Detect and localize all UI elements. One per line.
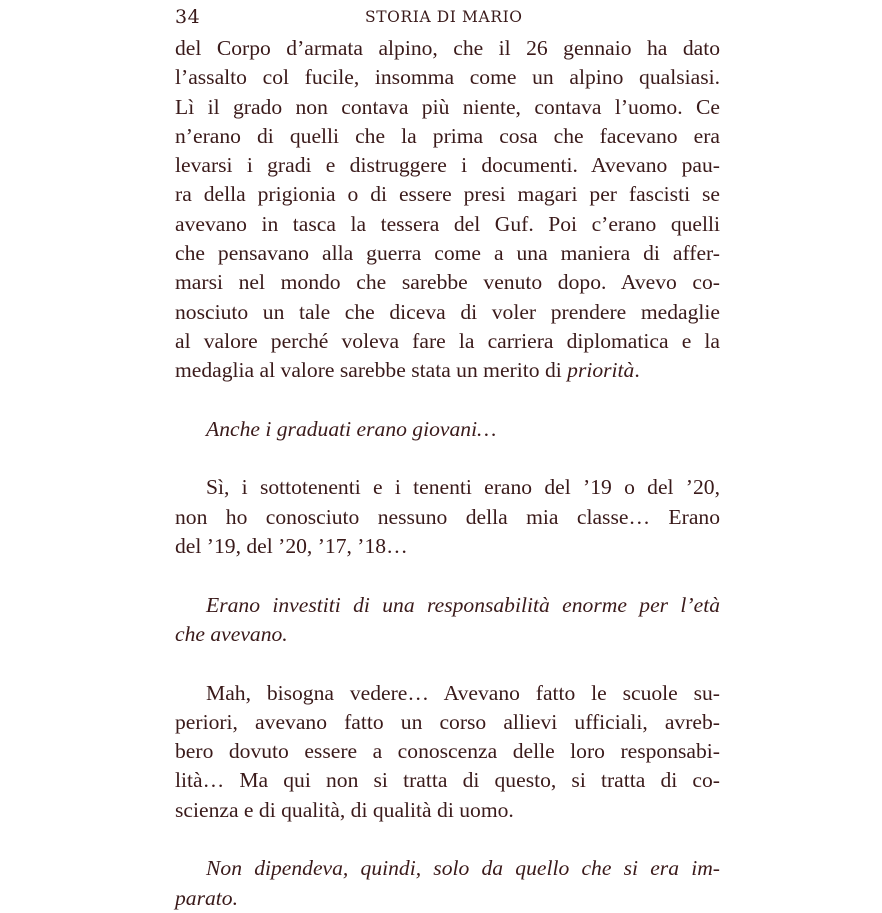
- question-paragraph: [175, 415, 720, 444]
- emphasis-word: priorità: [567, 358, 635, 383]
- text-line: Mah, bisogna vedere… Avevano fatto le scuole su-: [206, 680, 720, 705]
- text-line: periori, avevano fatto un corso allievi ufficiali, avreb-: [175, 709, 720, 734]
- text-line: Lì il grado non contava più niente, contava l’uomo. Ce: [175, 94, 720, 119]
- answer-paragraph: [175, 473, 720, 561]
- question-paragraph: [175, 854, 720, 913]
- running-head: STORIA DI MARIO: [365, 8, 523, 26]
- text-line: n’erano di quelli che la prima cosa che facevano era: [175, 123, 720, 148]
- text-fragment: medaglia al valore sarebbe stata un merito di: [175, 358, 568, 383]
- text-line: del Corpo d’armata alpino, che il 26 gennaio ha dato: [175, 36, 720, 60]
- text-line: Anche i graduati erano giovani…: [206, 416, 497, 441]
- text-line: [175, 356, 720, 385]
- text-line: Non dipendeva, quindi, solo da quello che si era im-: [206, 856, 720, 881]
- book-page: [175, 4, 720, 913]
- text-fragment: .: [634, 358, 640, 383]
- text-line: bero dovuto essere a conoscenza delle loro responsabi-: [175, 739, 720, 764]
- text-line: parato.: [175, 885, 238, 910]
- page-number: 34: [175, 6, 201, 28]
- text-line: lità… Ma qui non si tratta di questo, si tratta di co-: [175, 768, 720, 793]
- text-line: Sì, i sottotenenti e i tenenti erano del ’19 o del ’20,: [206, 475, 720, 500]
- text-line: al valore perché voleva fare la carriera diplomatica e la: [175, 328, 720, 353]
- text-line: avevano in tasca la tessera del Guf. Poi c’erano quelli: [175, 211, 720, 236]
- text-line: nosciuto un tale che diceva di voler prendere medaglie: [175, 299, 720, 324]
- text-line: levarsi i gradi e distruggere i documenti. Avevano pau-: [175, 153, 720, 178]
- text-line: Erano investiti di una responsabilità enorme per l’età: [206, 592, 720, 617]
- question-paragraph: [175, 591, 720, 650]
- answer-paragraph: [175, 679, 720, 825]
- body-text: [175, 34, 720, 913]
- text-line: che avevano.: [175, 621, 288, 646]
- text-line: l’assalto col fucile, insomma come un alpino qualsiasi.: [175, 65, 720, 90]
- text-line: che pensavano alla guerra come a una maniera di affer-: [175, 241, 720, 266]
- page-header: [175, 4, 720, 34]
- text-line: marsi nel mondo che sarebbe venuto dopo. Avevo co-: [175, 270, 720, 295]
- text-line: ra della prigionia o di essere presi magari per fascisti se: [175, 182, 720, 207]
- answer-paragraph: [175, 34, 720, 386]
- text-line: non ho conosciuto nessuno della mia classe… Erano: [175, 504, 720, 529]
- text-line: del ’19, del ’20, ’17, ’18…: [175, 534, 408, 559]
- text-line: scienza e di qualità, di qualità di uomo.: [175, 797, 514, 822]
